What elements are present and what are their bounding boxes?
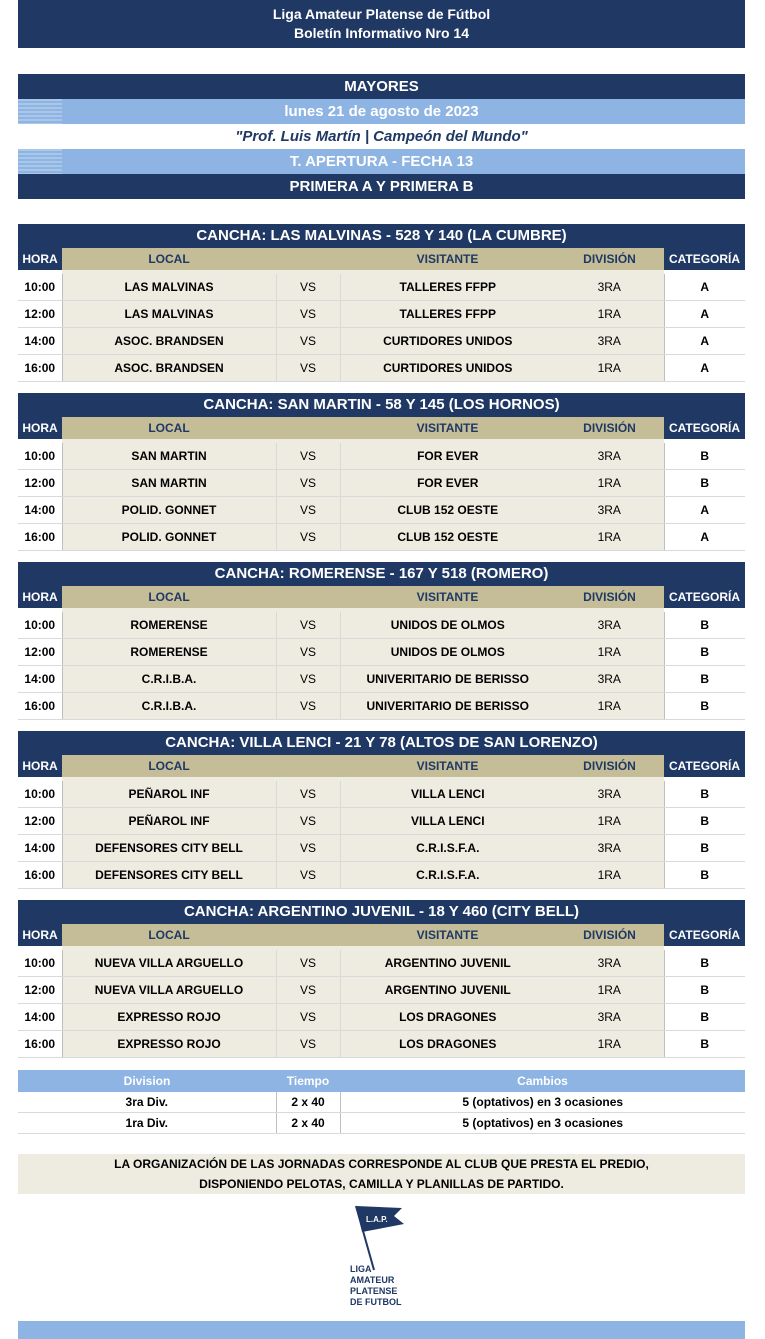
match-local: ROMERENSE: [62, 639, 276, 666]
match-local: ASOC. BRANDSEN: [62, 328, 276, 355]
match-visitante: C.R.I.S.F.A.: [340, 862, 555, 889]
fixture-table: [18, 586, 745, 720]
match-vs: VS: [276, 862, 340, 889]
col-categoria: CATEGORÍA: [664, 586, 745, 608]
divisions-label: PRIMERA A Y PRIMERA B: [289, 178, 474, 195]
match-local: PEÑAROL INF: [62, 781, 276, 808]
col-visitante: VISITANTE: [340, 586, 555, 608]
tournament-banner: [18, 149, 745, 174]
match-time: 14:00: [18, 1004, 62, 1031]
col-local: LOCAL: [62, 248, 276, 270]
col-vs: [276, 924, 340, 946]
rules-tiempo: 2 x 40: [276, 1092, 340, 1113]
date-banner: [18, 99, 745, 124]
match-vs: VS: [276, 950, 340, 977]
match-row: [18, 781, 745, 808]
match-vs: VS: [276, 274, 340, 301]
match-vs: VS: [276, 301, 340, 328]
match-local: DEFENSORES CITY BELL: [62, 835, 276, 862]
rules-tiempo: 2 x 40: [276, 1113, 340, 1134]
match-time: 14:00: [18, 328, 62, 355]
match-categoria: B: [664, 862, 745, 889]
match-time: 10:00: [18, 443, 62, 470]
match-categoria: B: [664, 470, 745, 497]
fixture-header-row: [18, 755, 745, 777]
match-division: 3RA: [555, 666, 664, 693]
cancha-block: [18, 224, 745, 382]
match-visitante: FOR EVER: [340, 470, 555, 497]
rules-cambios: 5 (optativos) en 3 ocasiones: [340, 1113, 745, 1134]
tribute-text: "Prof. Luis Martín | Campeón del Mundo": [235, 128, 528, 145]
match-time: 10:00: [18, 950, 62, 977]
match-time: 14:00: [18, 497, 62, 524]
match-division: 1RA: [555, 862, 664, 889]
col-vs: [276, 417, 340, 439]
cancha-title: CANCHA: ROMERENSE - 167 Y 518 (ROMERO): [18, 562, 745, 586]
match-division: 1RA: [555, 470, 664, 497]
match-division: 1RA: [555, 639, 664, 666]
logo-text: [350, 1264, 402, 1308]
match-local: ASOC. BRANDSEN: [62, 355, 276, 382]
match-time: 16:00: [18, 355, 62, 382]
match-row: [18, 612, 745, 639]
match-local: POLID. GONNET: [62, 524, 276, 551]
col-categoria: CATEGORÍA: [664, 755, 745, 777]
match-row: [18, 470, 745, 497]
match-vs: VS: [276, 693, 340, 720]
fixture-header-row: [18, 586, 745, 608]
flag-icon: [336, 1202, 426, 1272]
tribute-banner: [18, 124, 745, 149]
match-visitante: UNIDOS DE OLMOS: [340, 612, 555, 639]
bulletin-number: Boletín Informativo Nro 14: [293, 25, 470, 41]
match-division: 3RA: [555, 328, 664, 355]
match-local: LAS MALVINAS: [62, 301, 276, 328]
match-visitante: ARGENTINO JUVENIL: [340, 977, 555, 1004]
match-time: 10:00: [18, 274, 62, 301]
match-time: 10:00: [18, 612, 62, 639]
col-local: LOCAL: [62, 586, 276, 608]
tournament-label: T. APERTURA - FECHA 13: [289, 153, 474, 170]
match-row: [18, 835, 745, 862]
match-time: 12:00: [18, 977, 62, 1004]
match-division: 1RA: [555, 524, 664, 551]
match-visitante: VILLA LENCI: [340, 781, 555, 808]
match-row: [18, 808, 745, 835]
col-hora: HORA: [18, 417, 62, 439]
col-hora: HORA: [18, 924, 62, 946]
cancha-block: [18, 900, 745, 1058]
col-local: LOCAL: [62, 417, 276, 439]
match-vs: VS: [276, 639, 340, 666]
match-row: [18, 301, 745, 328]
match-vs: VS: [276, 977, 340, 1004]
match-time: 12:00: [18, 808, 62, 835]
logo-line: LIGA: [350, 1264, 372, 1274]
match-local: SAN MARTIN: [62, 470, 276, 497]
match-categoria: A: [664, 524, 745, 551]
match-visitante: UNIDOS DE OLMOS: [340, 639, 555, 666]
match-vs: VS: [276, 328, 340, 355]
match-row: [18, 328, 745, 355]
col-visitante: VISITANTE: [340, 417, 555, 439]
match-date: lunes 21 de agosto de 2023: [284, 103, 479, 120]
fixture-table: [18, 924, 745, 1058]
match-local: DEFENSORES CITY BELL: [62, 862, 276, 889]
match-vs: VS: [276, 355, 340, 382]
match-local: ROMERENSE: [62, 612, 276, 639]
match-time: 10:00: [18, 781, 62, 808]
rules-division: 3ra Div.: [18, 1092, 276, 1113]
match-categoria: A: [664, 301, 745, 328]
match-division: 3RA: [555, 497, 664, 524]
rules-header-cambios: Cambios: [340, 1070, 745, 1092]
match-division: 3RA: [555, 612, 664, 639]
fixture-table: [18, 248, 745, 382]
match-division: 1RA: [555, 1031, 664, 1058]
col-division: DIVISIÓN: [555, 924, 664, 946]
cancha-block: [18, 731, 745, 889]
note-line-2: DISPONIENDO PELOTAS, CAMILLA Y PLANILLAS DE PARTIDO.: [199, 1177, 564, 1191]
col-visitante: VISITANTE: [340, 924, 555, 946]
match-vs: VS: [276, 497, 340, 524]
match-division: 3RA: [555, 443, 664, 470]
match-categoria: B: [664, 835, 745, 862]
match-division: 3RA: [555, 1004, 664, 1031]
match-vs: VS: [276, 612, 340, 639]
col-visitante: VISITANTE: [340, 755, 555, 777]
match-division: 1RA: [555, 693, 664, 720]
match-visitante: UNIVERITARIO DE BERISSO: [340, 666, 555, 693]
match-visitante: ARGENTINO JUVENIL: [340, 950, 555, 977]
match-time: 12:00: [18, 470, 62, 497]
match-categoria: A: [664, 497, 745, 524]
match-categoria: B: [664, 950, 745, 977]
match-row: [18, 950, 745, 977]
match-visitante: TALLERES FFPP: [340, 274, 555, 301]
match-time: 16:00: [18, 1031, 62, 1058]
match-visitante: LOS DRAGONES: [340, 1004, 555, 1031]
match-categoria: A: [664, 274, 745, 301]
match-division: 1RA: [555, 808, 664, 835]
rules-row: [18, 1092, 745, 1113]
match-visitante: FOR EVER: [340, 443, 555, 470]
decorative-stripe: [18, 149, 62, 174]
match-categoria: B: [664, 639, 745, 666]
rules-division: 1ra Div.: [18, 1113, 276, 1134]
match-division: 1RA: [555, 301, 664, 328]
match-visitante: TALLERES FFPP: [340, 301, 555, 328]
match-categoria: A: [664, 355, 745, 382]
fixture-table: [18, 417, 745, 551]
match-vs: VS: [276, 443, 340, 470]
col-hora: HORA: [18, 755, 62, 777]
match-categoria: B: [664, 666, 745, 693]
rules-header-division: Division: [18, 1070, 276, 1092]
note-line-1: LA ORGANIZACIÓN DE LAS JORNADAS CORRESPONDE AL CLUB QUE PRESTA EL PREDIO,: [114, 1157, 649, 1171]
match-vs: VS: [276, 1004, 340, 1031]
match-visitante: CURTIDORES UNIDOS: [340, 328, 555, 355]
league-logo: [336, 1202, 426, 1314]
match-time: 12:00: [18, 639, 62, 666]
match-row: [18, 274, 745, 301]
match-visitante: CURTIDORES UNIDOS: [340, 355, 555, 382]
match-vs: VS: [276, 835, 340, 862]
category-label: MAYORES: [344, 78, 419, 95]
match-row: [18, 497, 745, 524]
match-local: PEÑAROL INF: [62, 808, 276, 835]
rules-header-tiempo: Tiempo: [276, 1070, 340, 1092]
cancha-title: CANCHA: SAN MARTIN - 58 Y 145 (LOS HORNOS): [18, 393, 745, 417]
match-row: [18, 862, 745, 889]
fixture-header-row: [18, 924, 745, 946]
match-visitante: VILLA LENCI: [340, 808, 555, 835]
match-local: POLID. GONNET: [62, 497, 276, 524]
match-row: [18, 666, 745, 693]
match-row: [18, 1004, 745, 1031]
organization-note: [18, 1154, 745, 1194]
match-division: 3RA: [555, 835, 664, 862]
match-division: 1RA: [555, 977, 664, 1004]
match-vs: VS: [276, 666, 340, 693]
match-division: 3RA: [555, 950, 664, 977]
rules-table: [18, 1070, 745, 1134]
col-categoria: CATEGORÍA: [664, 248, 745, 270]
match-local: SAN MARTIN: [62, 443, 276, 470]
match-categoria: B: [664, 1031, 745, 1058]
match-categoria: B: [664, 693, 745, 720]
league-name: Liga Amateur Platense de Fútbol: [272, 6, 491, 22]
logo-line: AMATEUR: [350, 1275, 395, 1285]
col-vs: [276, 586, 340, 608]
match-row: [18, 693, 745, 720]
rules-cambios: 5 (optativos) en 3 ocasiones: [340, 1092, 745, 1113]
fixture-table: [18, 755, 745, 889]
footer-bar: [18, 1321, 745, 1339]
match-row: [18, 639, 745, 666]
match-local: NUEVA VILLA ARGUELLO: [62, 977, 276, 1004]
match-visitante: C.R.I.S.F.A.: [340, 835, 555, 862]
col-vs: [276, 755, 340, 777]
match-time: 16:00: [18, 693, 62, 720]
match-vs: VS: [276, 1031, 340, 1058]
match-visitante: LOS DRAGONES: [340, 1031, 555, 1058]
col-visitante: VISITANTE: [340, 248, 555, 270]
match-categoria: B: [664, 443, 745, 470]
category-banner: [18, 74, 745, 99]
logo-flag-text: L.A.P.: [366, 1215, 388, 1224]
match-categoria: B: [664, 808, 745, 835]
cancha-title: CANCHA: VILLA LENCI - 21 Y 78 (ALTOS DE SAN LORENZO): [18, 731, 745, 755]
match-row: [18, 443, 745, 470]
match-visitante: UNIVERITARIO DE BERISSO: [340, 693, 555, 720]
match-local: NUEVA VILLA ARGUELLO: [62, 950, 276, 977]
col-local: LOCAL: [62, 924, 276, 946]
match-visitante: CLUB 152 OESTE: [340, 524, 555, 551]
match-categoria: B: [664, 612, 745, 639]
match-local: EXPRESSO ROJO: [62, 1031, 276, 1058]
divisions-banner: [18, 174, 745, 199]
match-vs: VS: [276, 781, 340, 808]
match-categoria: B: [664, 977, 745, 1004]
match-row: [18, 977, 745, 1004]
match-visitante: CLUB 152 OESTE: [340, 497, 555, 524]
match-time: 12:00: [18, 301, 62, 328]
match-division: 1RA: [555, 355, 664, 382]
col-vs: [276, 248, 340, 270]
match-time: 16:00: [18, 524, 62, 551]
cancha-block: [18, 562, 745, 720]
match-local: C.R.I.B.A.: [62, 693, 276, 720]
match-local: EXPRESSO ROJO: [62, 1004, 276, 1031]
match-local: LAS MALVINAS: [62, 274, 276, 301]
match-vs: VS: [276, 808, 340, 835]
logo-line: PLATENSE: [350, 1286, 398, 1296]
col-division: DIVISIÓN: [555, 586, 664, 608]
match-vs: VS: [276, 524, 340, 551]
match-categoria: A: [664, 328, 745, 355]
logo-line: DE FUTBOL: [350, 1297, 402, 1307]
match-categoria: B: [664, 1004, 745, 1031]
fixture-header-row: [18, 417, 745, 439]
col-categoria: CATEGORÍA: [664, 417, 745, 439]
match-time: 14:00: [18, 835, 62, 862]
col-division: DIVISIÓN: [555, 755, 664, 777]
col-division: DIVISIÓN: [555, 417, 664, 439]
match-division: 3RA: [555, 274, 664, 301]
cancha-title: CANCHA: ARGENTINO JUVENIL - 18 Y 460 (CITY BELL): [18, 900, 745, 924]
decorative-stripe: [18, 99, 62, 124]
match-row: [18, 355, 745, 382]
match-local: C.R.I.B.A.: [62, 666, 276, 693]
col-hora: HORA: [18, 248, 62, 270]
col-hora: HORA: [18, 586, 62, 608]
match-vs: VS: [276, 470, 340, 497]
bulletin-header: [18, 0, 745, 48]
match-division: 3RA: [555, 781, 664, 808]
col-local: LOCAL: [62, 755, 276, 777]
match-time: 16:00: [18, 862, 62, 889]
col-division: DIVISIÓN: [555, 248, 664, 270]
match-categoria: B: [664, 781, 745, 808]
cancha-block: [18, 393, 745, 551]
col-categoria: CATEGORÍA: [664, 924, 745, 946]
rules-header-row: [18, 1070, 745, 1092]
cancha-title: CANCHA: LAS MALVINAS - 528 Y 140 (LA CUMBRE): [18, 224, 745, 248]
match-row: [18, 524, 745, 551]
match-row: [18, 1031, 745, 1058]
fixture-header-row: [18, 248, 745, 270]
rules-row: [18, 1113, 745, 1134]
match-time: 14:00: [18, 666, 62, 693]
